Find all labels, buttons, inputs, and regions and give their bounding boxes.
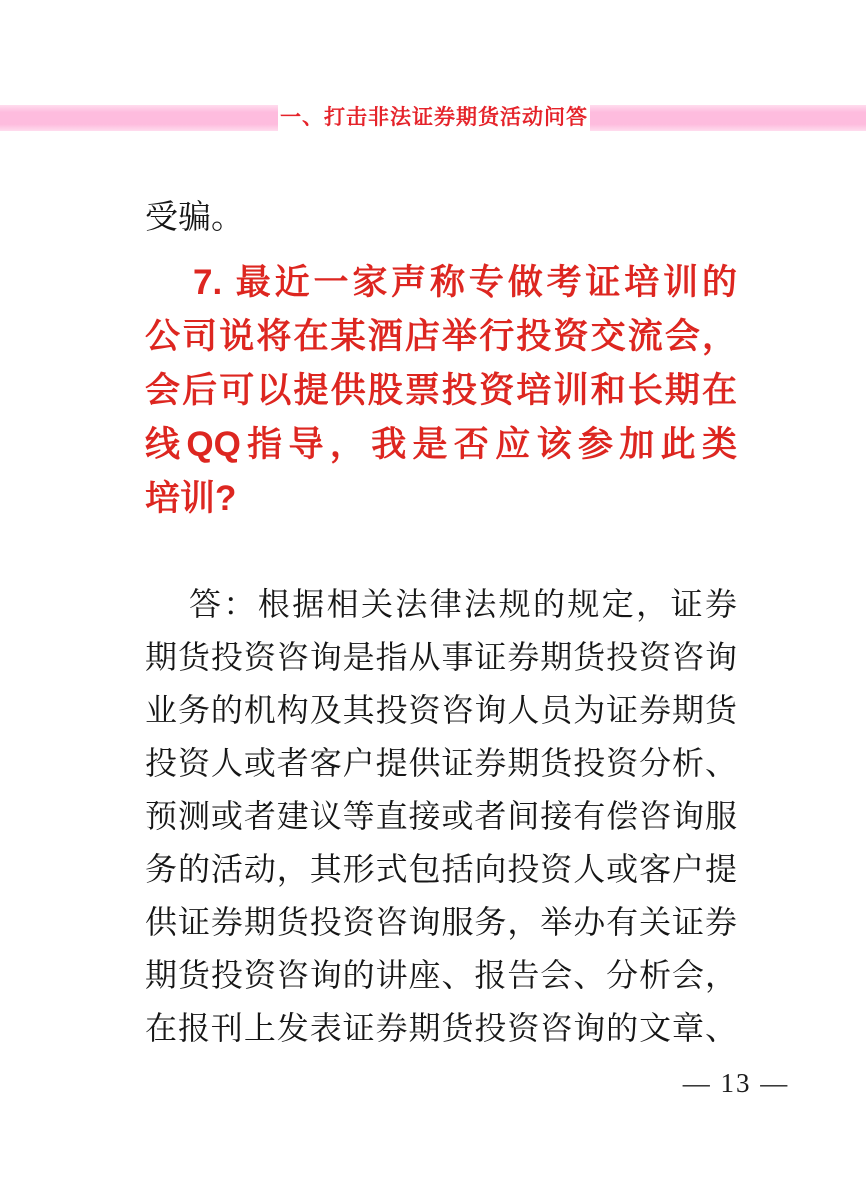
page-number: — 13 — [682,1068,790,1098]
answer-line: 预测或者建议等直接或者间接有偿咨询服 [145,798,737,834]
header-rule-left [0,105,278,131]
answer-line: 期货投资咨询的讲座、报告会、分析会， [145,957,737,993]
answer-line: 供证券期货投资咨询服务，举办有关证券 [145,904,737,940]
answer-line: 投资人或者客户提供证券期货投资分析、 [145,745,737,781]
header-rule-right [590,105,866,131]
answer-line: 在报刊上发表证券期货投资咨询的文章、 [145,1010,737,1046]
question-block [145,256,737,526]
answer-line: 答：根据相关法律法规的规定，证券 [189,586,737,622]
question-line: 线QQ指导，我是否应该参加此类 [145,425,737,464]
chapter-title: 一、打击非法证券期货活动问答 [280,106,588,129]
question-line: 会后可以提供股票投资培训和长期在 [145,371,737,410]
question-line: 公司说将在某酒店举行投资交流会， [145,317,737,356]
answer-line: 业务的机构及其投资咨询人员为证券期货 [145,692,737,728]
carryover-paragraph-end: 受骗。 [145,200,244,236]
question-line-last: 培训? [145,479,237,518]
answer-line: 务的活动，其形式包括向投资人或客户提 [145,851,737,887]
question-line: 7. 最近一家声称专做考证培训的 [193,263,737,302]
page-header [0,104,866,132]
answer-line: 期货投资咨询是指从事证券期货投资咨询 [145,639,737,675]
answer-block [145,578,737,1055]
